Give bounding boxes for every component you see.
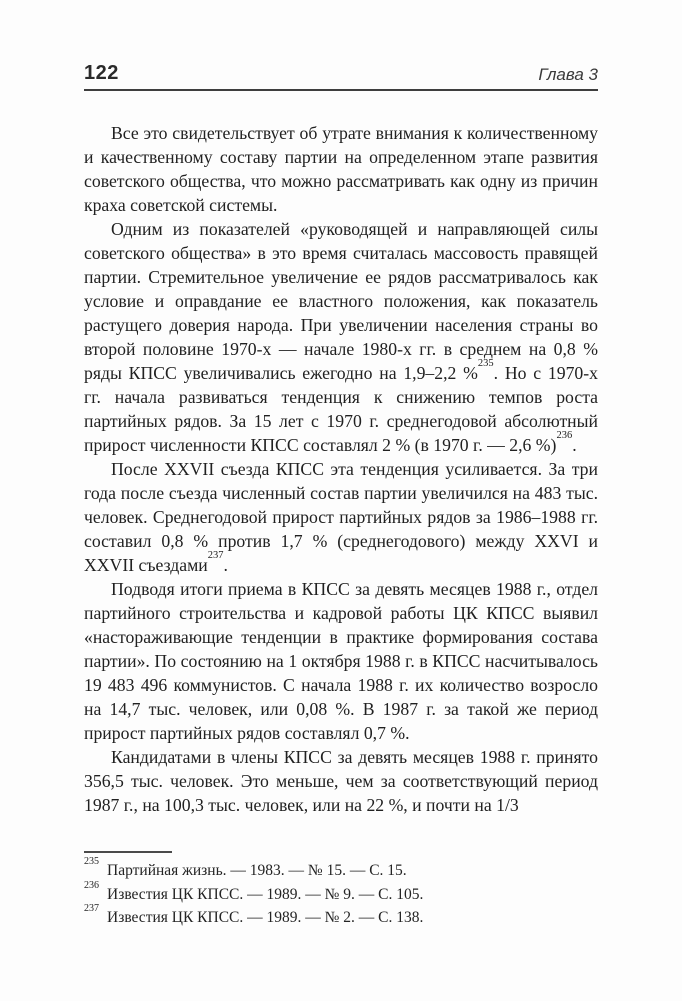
footnote-marker: 236 xyxy=(84,879,99,891)
body-text xyxy=(84,121,598,845)
paragraph: Одним из показателей «руководящей и направляющей силы советского общества» в это время считалась массовость правящей партии. Стремительное увеличение ее рядов рассматривалось как условие и оправдание ее властного положения, как показатель растущего доверия народа. При увеличении населения страны во второй половине 1970-х — начале 1980-х гг. в среднем на 0,8 % ряды КПСС увеличивались ежегодно на 1,9–2,2 %$^{235}$. Но с 1970-х гг. начала развиваться тенденция к снижению темпов роста партийных рядов. За 15 лет с 1970 г. среднегодовой абсолютный прирост численности КПСС составлял 2 % (в 1970 г. — 2,6 %)$^{236}$. xyxy=(84,219,598,455)
paragraph: Кандидатами в члены КПСС за девять месяцев 1988 г. принято 356,5 тыс. человек. Это меньше, чем за соответствующий период 1987 г., на 100,3 тыс. человек, или на 22 %, и почти на 1/3 xyxy=(84,747,598,815)
footnotes-list xyxy=(84,856,598,930)
footnote-text: Известия ЦК КПСС. — 1989. — № 2. — С. 138. xyxy=(107,909,424,926)
footnote-marker: 235 xyxy=(84,856,99,868)
paragraph: Подводя итоги приема в КПСС за девять месяцев 1988 г., отдел партийного строительства и кадровой работы ЦК КПСС выявил «настораживающие тенденции в практике формирования состава партии». По состоянию на 1 октября 1988 г. в КПСС насчитывалось 19 483 496 коммунистов. С начала 1988 г. их количество возросло на 14,7 тыс. человек, или 0,08 %. В 1987 г. за такой же период прирост партийных рядов составлял 0,7 %. xyxy=(84,579,598,743)
page-header xyxy=(84,0,598,91)
footnote-ref: 237 xyxy=(207,550,224,562)
text-block xyxy=(84,0,598,930)
footnote-ref: 235 xyxy=(477,358,494,370)
page-number: 122 xyxy=(84,62,119,84)
footnote-item xyxy=(84,903,598,930)
footnote-marker: 237 xyxy=(84,903,99,915)
footnote-text: Известия ЦК КПСС. — 1989. — № 9. — С. 105. xyxy=(107,885,424,903)
paragraph: Все это свидетельствует об утрате внимания к количественному и качественному составу партии на определенном этапе развития советского общества, что можно рассматривать как одну из причин краха советской системы. xyxy=(84,123,598,215)
footnote-item xyxy=(84,856,598,883)
footnote-item xyxy=(84,879,598,907)
paragraph: После XXVII съезда КПСС эта тенденция усиливается. За три года после съезда численный состав партии увеличился на 483 тыс. человек. Среднегодовой прирост партийных рядов за 1986–1988 гг. составил 0,8 % против 1,7 % (среднегодового) между XXVI и XXVII съездами$^{237}$. xyxy=(84,459,598,575)
footnotes-section xyxy=(84,851,598,930)
footnote-text: Партийная жизнь. — 1983. — № 15. — С. 15. xyxy=(107,862,407,879)
footnote-separator xyxy=(84,851,172,853)
running-head: Глава 3 xyxy=(538,65,598,84)
footnote-ref: 236 xyxy=(556,430,573,442)
